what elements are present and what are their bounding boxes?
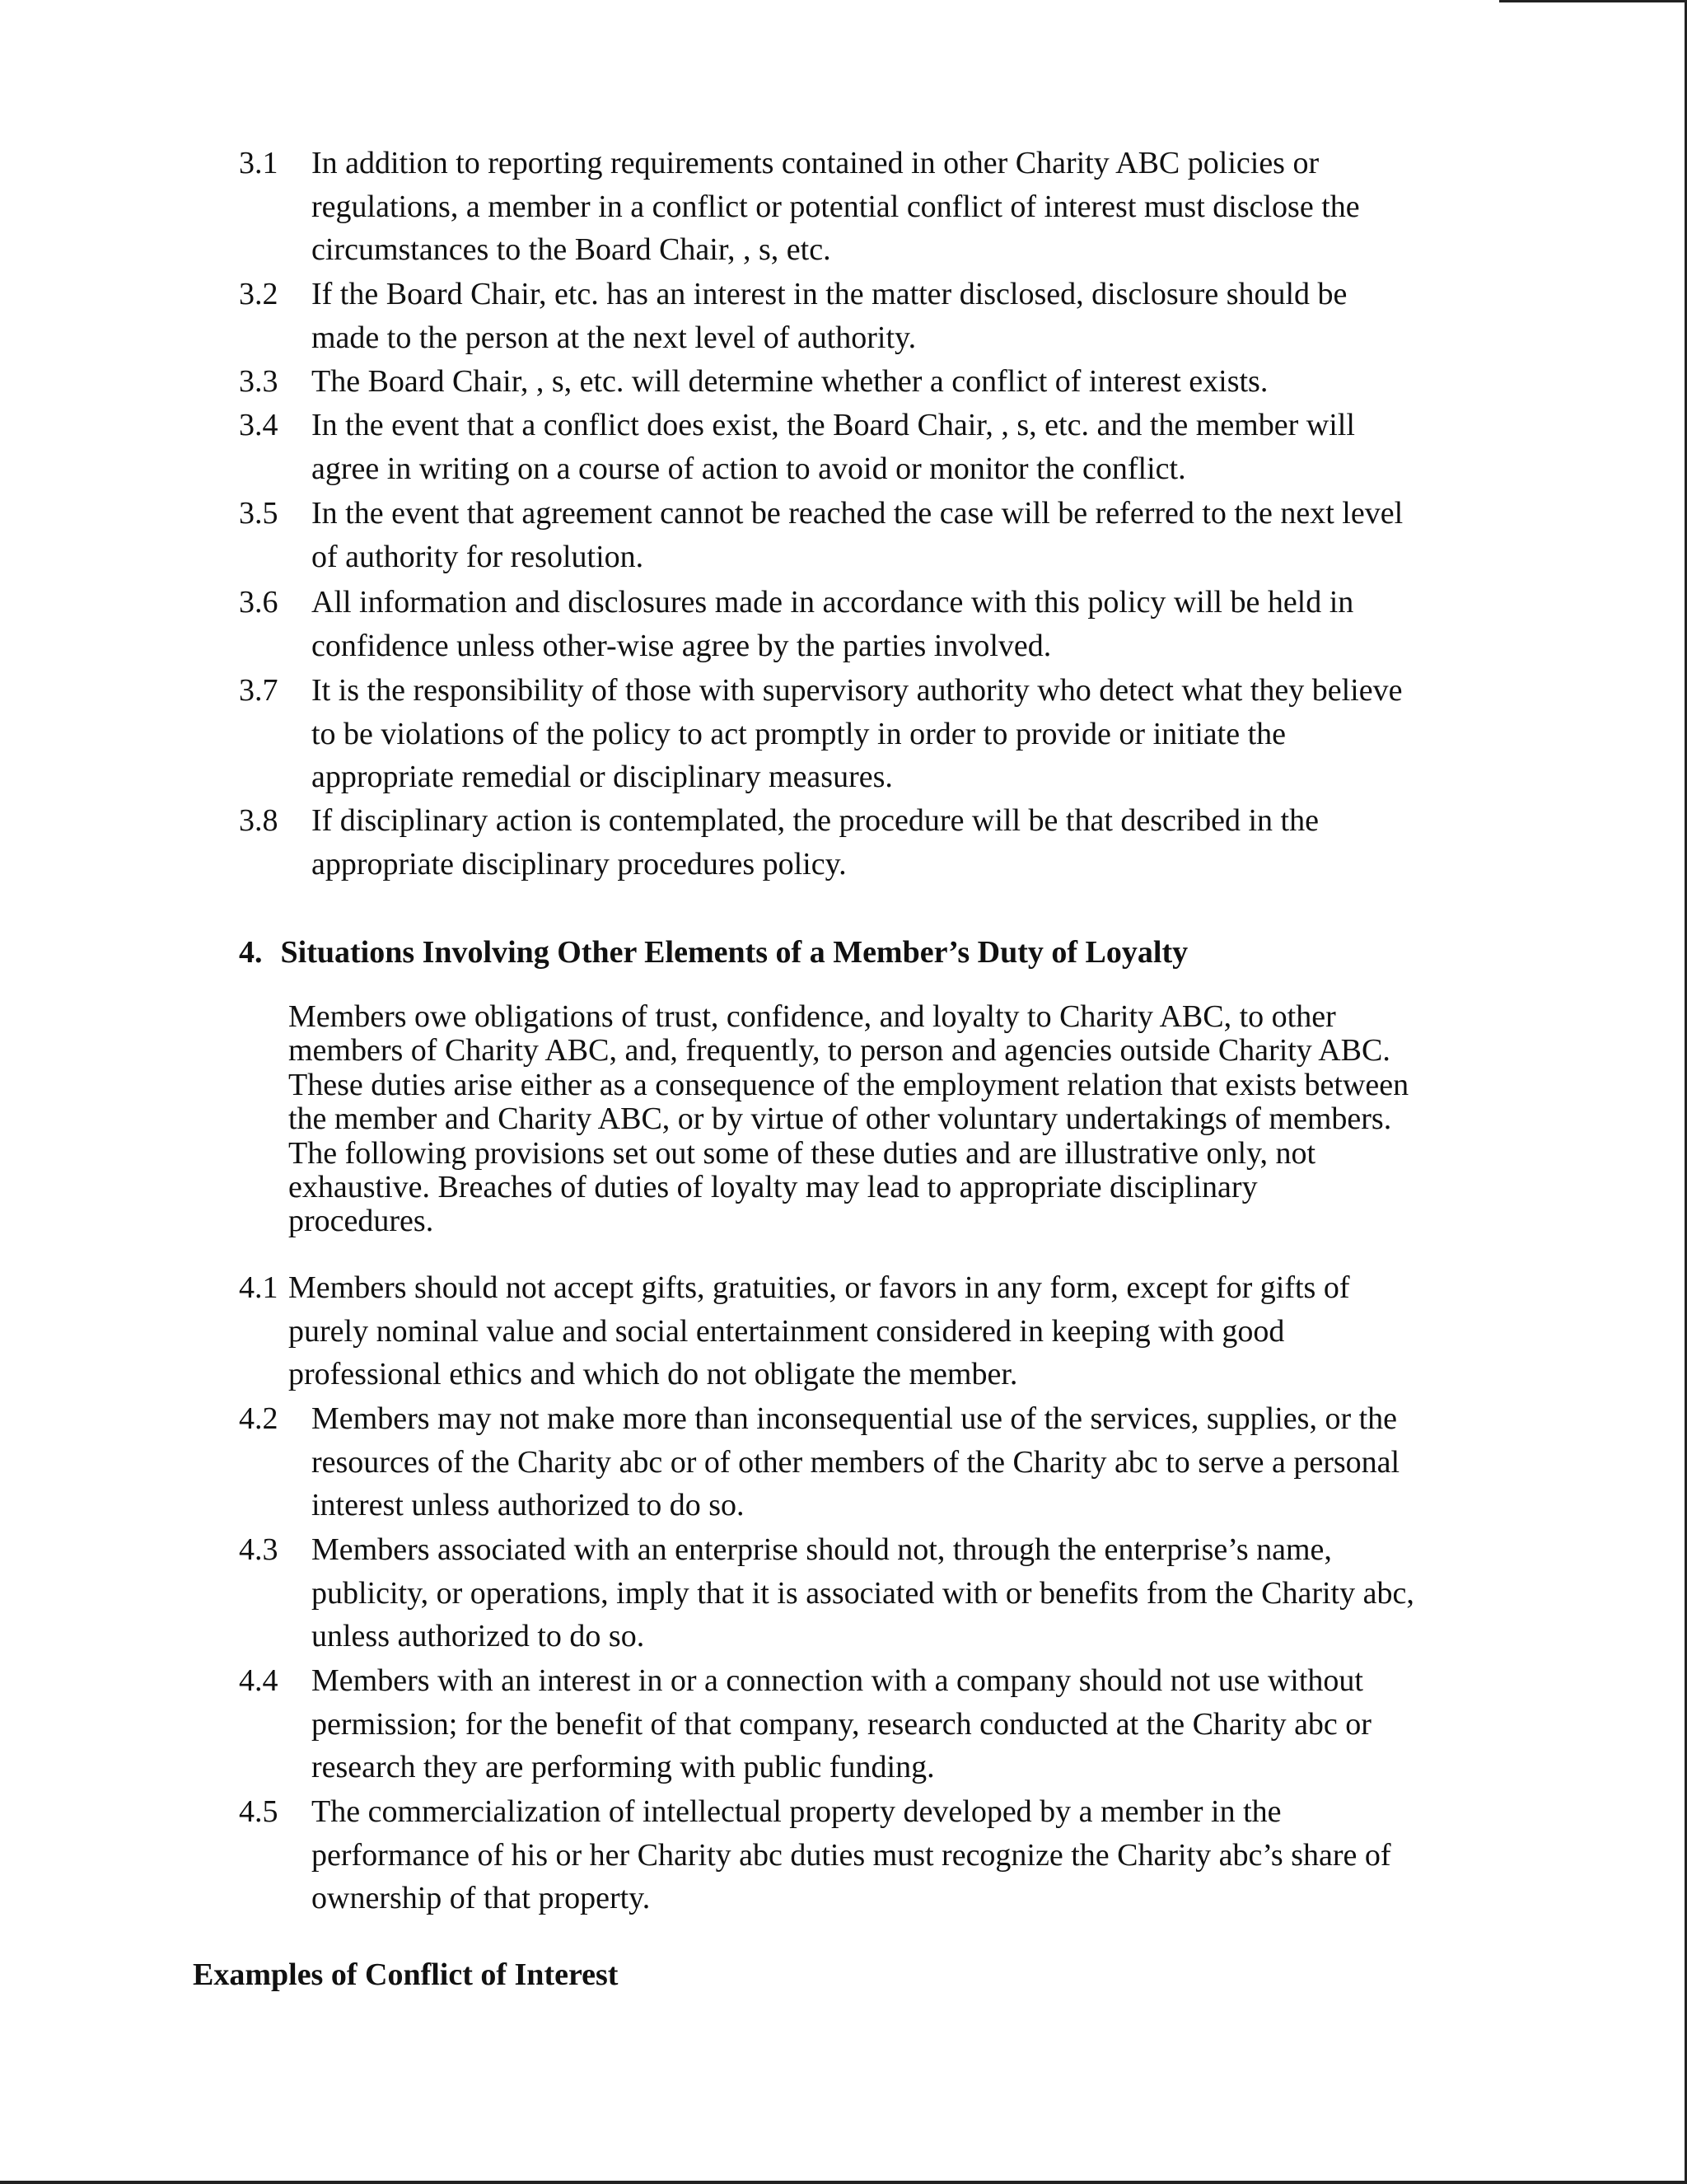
section-title: Situations Involving Other Elements of a Member’s Duty of Loyalty xyxy=(280,935,1189,970)
item-number: 3.6 xyxy=(239,585,278,620)
item-number: 3.1 xyxy=(239,146,278,180)
item-number: 4.5 xyxy=(239,1794,278,1829)
item-text: If the Board Chair, etc. has an interest in the matter disclosed, disclosure should be made to the person at the next level of authority. xyxy=(311,277,1348,355)
item-text: In the event that agreement cannot be reached the case will be referred to the next level of authority for resolution. xyxy=(311,496,1404,574)
item-text: Members may not make more than inconsequential use of the services, supplies, or the resources of the Charity abc or of other members of the Charity abc to serve a personal interest unless authorized to do so. xyxy=(311,1401,1400,1522)
item-text: In addition to reporting requirements contained in other Charity ABC policies or regulations, a member in a conflict or potential conflict of interest must disclose the circumstances to the Board Chair, , s, etc. xyxy=(311,146,1360,267)
section-4-intro: Members owe obligations of trust, confidence, and loyalty to Charity ABC, to other members of Charity ABC, and, frequently, to person and agencies outside Charity ABC. These duties arise either as a consequence of the employment relation that exists between the member and Charity ABC, or by virtue of other voluntary undertakings of members. The following provisions set out some of these duties and are illustrative only, not exhaustive. Breaches of duties of loyalty may lead to appropriate disciplinary procedures. xyxy=(288,999,1409,1239)
item-text: All information and disclosures made in accordance with this policy will be held in confidence unless other-wise agree by the parties involved. xyxy=(311,585,1354,663)
item-text: Members with an interest in or a connection with a company should not use without permission; for the benefit of that company, research conducted at the Charity abc or research they are performing with public funding. xyxy=(311,1663,1372,1784)
item-number: 3.3 xyxy=(239,364,278,399)
page-edge-top xyxy=(1499,0,1687,2)
section-4-heading xyxy=(239,931,1188,975)
item-number: 4.4 xyxy=(239,1663,278,1698)
item-text: In the event that a conflict does exist, the Board Chair, , s, etc. and the member will agree in writing on a course of action to avoid or monitor the conflict. xyxy=(311,408,1355,486)
item-text: If disciplinary action is contemplated, the procedure will be that described in the appropriate disciplinary procedures policy. xyxy=(311,803,1319,882)
item-number: 3.5 xyxy=(239,496,278,531)
item-text: It is the responsibility of those with supervisory authority who detect what they believe to be violations of the policy to act promptly in order to provide or initiate the appropriate remedial or disciplinary measures. xyxy=(311,673,1403,794)
examples-heading: Examples of Conflict of Interest xyxy=(193,1957,619,1992)
item-text: Members should not accept gifts, gratuities, or favors in any form, except for gifts of purely nominal value and social entertainment considered in keeping with good professional ethics and which do not obligate the member. xyxy=(288,1270,1350,1391)
item-number: 3.8 xyxy=(239,803,278,838)
item-number: 4.1 xyxy=(239,1270,278,1305)
item-text: Members associated with an enterprise should not, through the enterprise’s name, publicity, or operations, imply that it is associated with or benefits from the Charity abc, unless authorized to do so. xyxy=(311,1532,1414,1653)
section-number: 4. xyxy=(239,935,263,970)
item-number: 4.3 xyxy=(239,1532,278,1567)
item-text: The Board Chair, , s, etc. will determine whether a conflict of interest exists. xyxy=(311,364,1269,399)
page-edge-bottom xyxy=(0,2181,1687,2184)
item-text: The commercialization of intellectual property developed by a member in the performance of his or her Charity abc duties must recognize the Charity abc’s share of ownership of that property. xyxy=(311,1794,1391,1915)
item-number: 3.7 xyxy=(239,673,278,708)
item-number: 4.2 xyxy=(239,1401,278,1436)
item-number: 3.2 xyxy=(239,277,278,311)
item-number: 3.4 xyxy=(239,408,278,442)
